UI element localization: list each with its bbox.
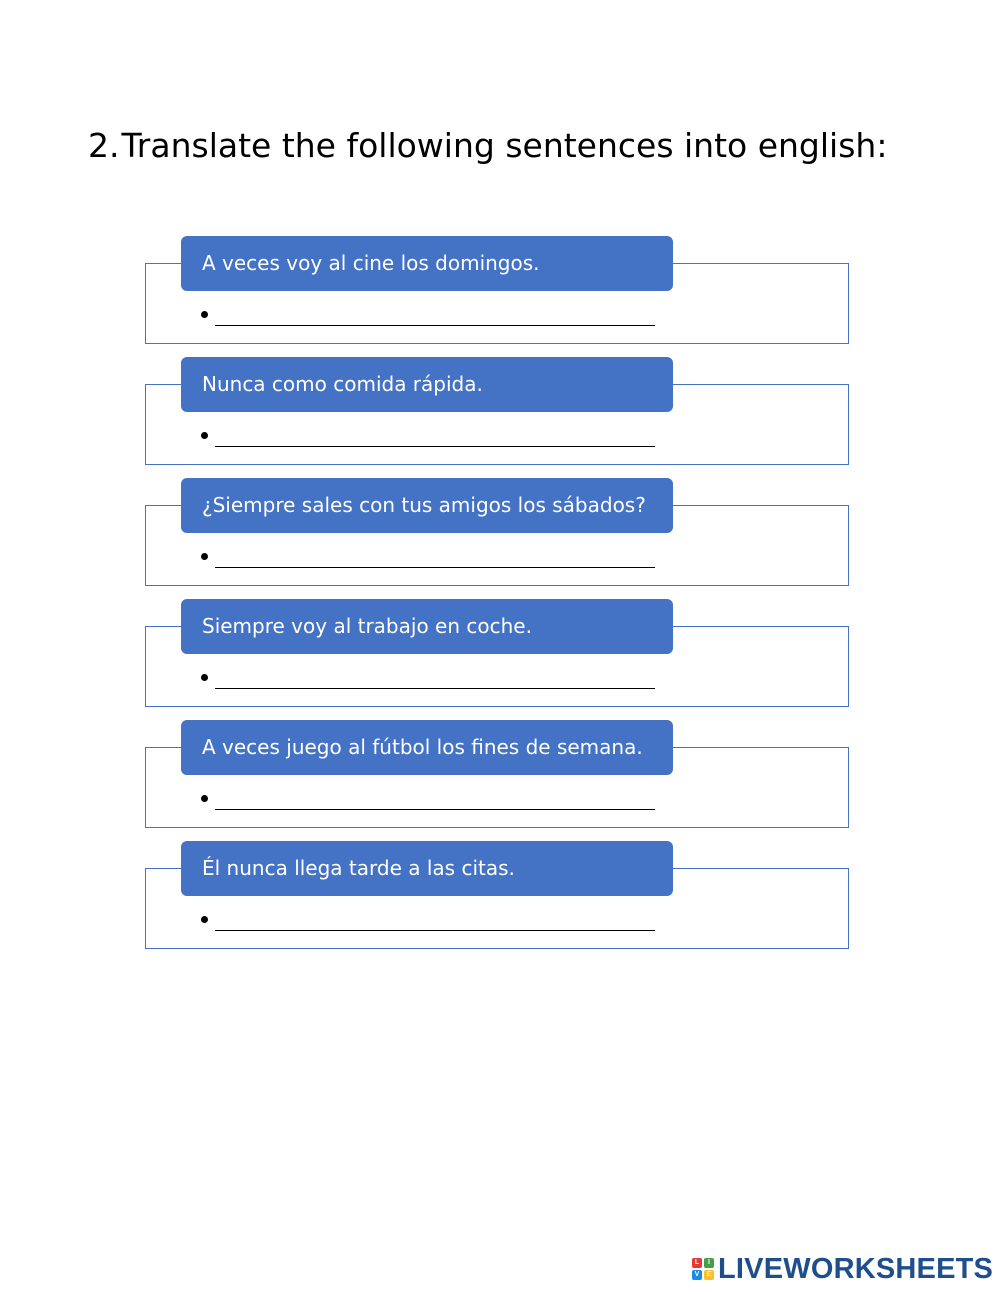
logo-wordmark: LIVEWORKSHEETS <box>718 1252 994 1285</box>
answer-line[interactable] <box>215 930 655 931</box>
answer-line[interactable] <box>215 688 655 689</box>
spanish-sentence: A veces voy al cine los domingos. <box>181 236 673 291</box>
answer-field[interactable] <box>201 909 655 933</box>
answer-field[interactable] <box>201 546 655 570</box>
answer-field[interactable] <box>201 425 655 449</box>
spanish-sentence: ¿Siempre sales con tus amigos los sábados? <box>181 478 673 533</box>
liveworksheets-logo <box>692 1252 994 1285</box>
bullet-icon <box>201 311 208 318</box>
translation-item <box>145 236 851 346</box>
bullet-icon <box>201 916 208 923</box>
bullet-icon <box>201 432 208 439</box>
spanish-sentence: A veces juego al fútbol los fines de semana. <box>181 720 673 775</box>
answer-line[interactable] <box>215 567 655 568</box>
exercise-heading <box>88 126 887 165</box>
answer-line[interactable] <box>215 809 655 810</box>
translation-item <box>145 357 851 467</box>
answer-field[interactable] <box>201 667 655 691</box>
answer-field[interactable] <box>201 304 655 328</box>
translation-item <box>145 599 851 709</box>
answer-line[interactable] <box>215 325 655 326</box>
exercise-number: 2. <box>88 126 120 165</box>
exercise-instruction: Translate the following sentences into english: <box>121 126 888 165</box>
liveworksheets-mark-icon: L I V E <box>692 1258 714 1280</box>
translation-item <box>145 720 851 830</box>
bullet-icon <box>201 553 208 560</box>
bullet-icon <box>201 795 208 802</box>
spanish-sentence: Él nunca llega tarde a las citas. <box>181 841 673 896</box>
spanish-sentence: Nunca como comida rápida. <box>181 357 673 412</box>
bullet-icon <box>201 674 208 681</box>
answer-line[interactable] <box>215 446 655 447</box>
spanish-sentence: Siempre voy al trabajo en coche. <box>181 599 673 654</box>
answer-field[interactable] <box>201 788 655 812</box>
translation-item <box>145 841 851 951</box>
translation-item <box>145 478 851 588</box>
